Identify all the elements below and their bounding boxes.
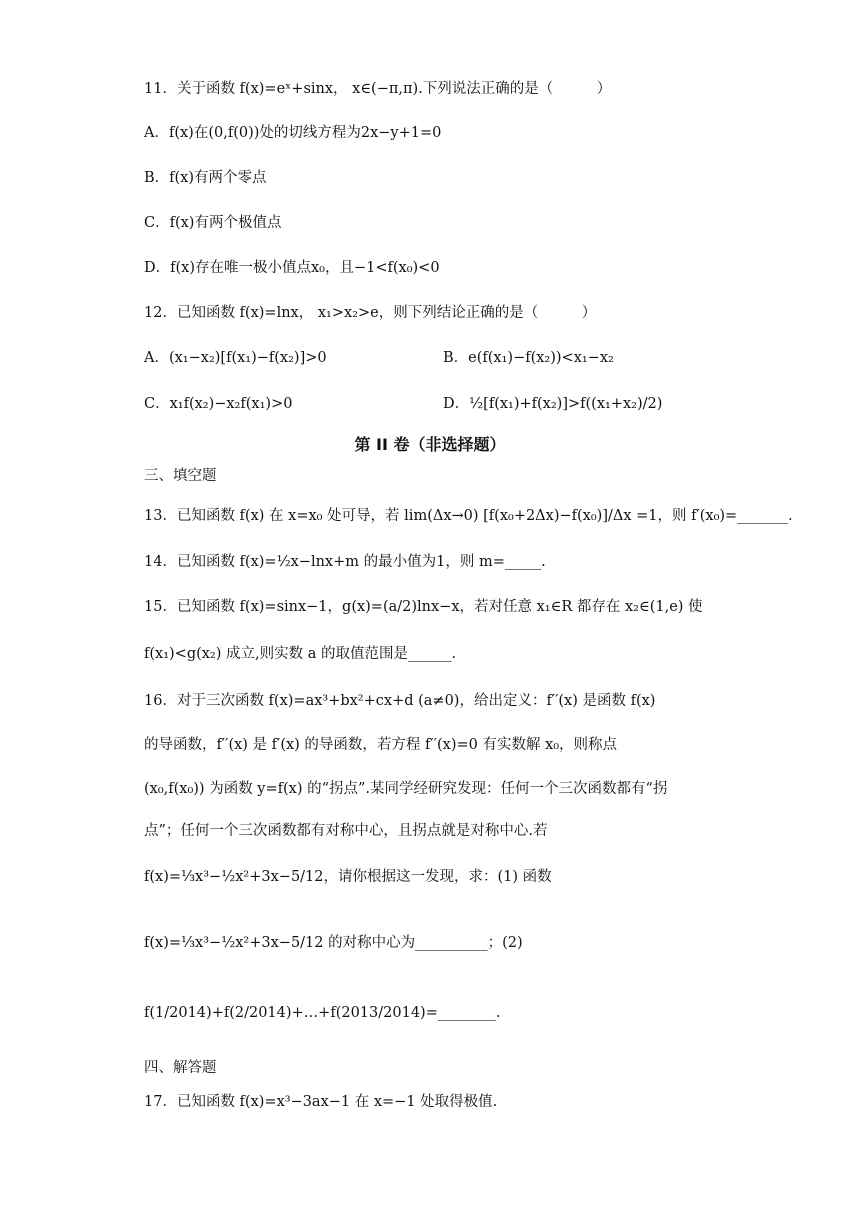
part4-heading: 四、解答题 (144, 1060, 217, 1076)
q11-option-c: C．f(x)有两个极值点 (144, 215, 282, 231)
q13: 13．已知函数 f(x) 在 x=x₀ 处可导，若 lim(Δx→0) [f(x₀+2Δx)−f(x₀)]/Δx =1，则 f′(x₀)=_______. (144, 508, 793, 524)
q15-line1: 15．已知函数 f(x)=sinx−1，g(x)=(a/2)lnx−x，若对任意 x₁∈R 都存在 x₂∈(1,e) 使 (144, 599, 703, 615)
q16-line2: 的导函数，f′′(x) 是 f′(x) 的导函数，若方程 f′′(x)=0 有实数解 x₀，则称点 (144, 737, 618, 753)
q16-line4: 点”；任何一个三次函数都有对称中心，且拐点就是对称中心.若 (144, 823, 548, 839)
q16-line1: 16．对于三次函数 f(x)=ax³+bx²+cx+d (a≠0)，给出定义：f′′(x) 是函数 f(x) (144, 693, 656, 709)
q16-line6: f(x)=⅓x³−½x²+3x−5/12 的对称中心为__________；(2) (144, 935, 523, 951)
section-title: 第 II 卷（非选择题） (354, 435, 506, 454)
q17: 17．已知函数 f(x)=x³−3ax−1 在 x=−1 处取得极值. (144, 1094, 498, 1110)
q12-stem: 12．已知函数 f(x)=lnx， x₁>x₂>e，则下列结论正确的是（ ） (144, 305, 597, 321)
q14: 14．已知函数 f(x)=½x−lnx+m 的最小值为1，则 m=_____. (144, 554, 546, 570)
q11-option-a: A．f(x)在(0,f(0))处的切线方程为2x−y+1=0 (144, 125, 442, 141)
q12-option-c: C．x₁f(x₂)−x₂f(x₁)>0 (144, 396, 293, 412)
q12-option-a: A．(x₁−x₂)[f(x₁)−f(x₂)]>0 (144, 350, 327, 366)
q12-option-b: B．e(f(x₁)−f(x₂))<x₁−x₂ (443, 350, 614, 366)
q16-line3: (x₀,f(x₀)) 为函数 y=f(x) 的“拐点”.某同学经研究发现：任何一个三次函数都有“拐 (144, 781, 668, 797)
q11-option-d: D．f(x)存在唯一极小值点x₀，且−1<f(x₀)<0 (144, 260, 440, 276)
q16-line5: f(x)=⅓x³−½x²+3x−5/12，请你根据这一发现，求：(1) 函数 (144, 869, 552, 885)
q12-option-d: D．½[f(x₁)+f(x₂)]>f((x₁+x₂)/2) (443, 396, 663, 412)
q11-stem: 11．关于函数 f(x)=eˣ+sinx， x∈(−π,π).下列说法正确的是（ ） (144, 81, 612, 97)
part3-heading: 三、填空题 (144, 468, 217, 484)
q16-line7: f(1/2014)+f(2/2014)+…+f(2013/2014)=________. (144, 1005, 501, 1021)
q11-option-b: B．f(x)有两个零点 (144, 170, 267, 186)
q15-line2: f(x₁)<g(x₂) 成立,则实数 a 的取值范围是______. (144, 646, 457, 662)
